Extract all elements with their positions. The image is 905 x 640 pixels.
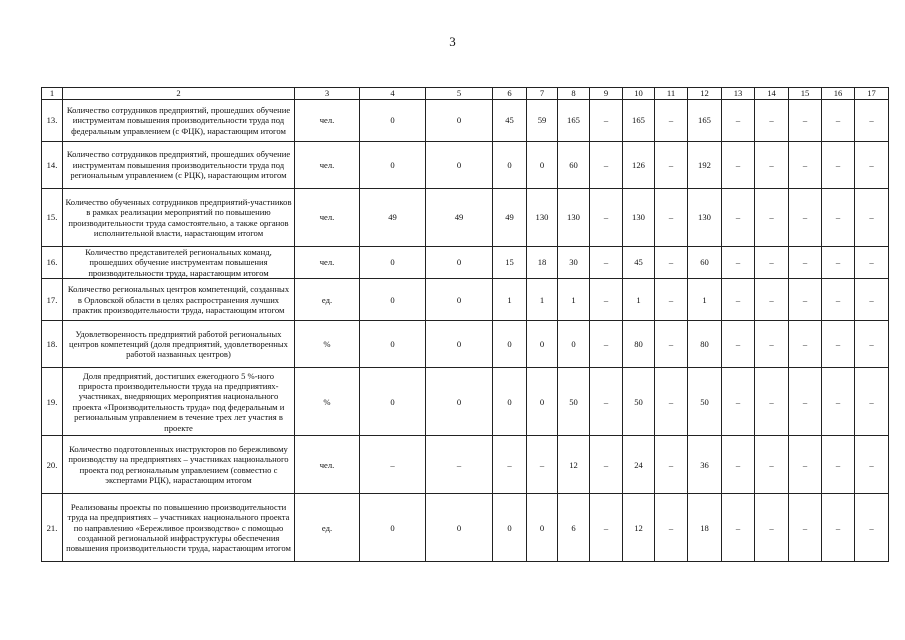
value-cell: – xyxy=(755,436,789,494)
value-cell: 45 xyxy=(493,100,527,142)
value-cell: 0 xyxy=(493,368,527,436)
table-row xyxy=(42,100,889,142)
row-number: 17. xyxy=(42,279,63,321)
row-number: 15. xyxy=(42,189,63,247)
value-cell: 12 xyxy=(558,436,590,494)
unit-cell: ед. xyxy=(295,494,360,562)
value-cell: 30 xyxy=(558,247,590,279)
value-cell: – xyxy=(789,189,822,247)
column-header: 4 xyxy=(360,88,426,100)
indicator-name: Реализованы проекты по повышению производительности труда на предприятиях – участниках национального проекта по направлению «Бережливое производство» с помощью созданной региональной инфраструктуры обеспечения повышения производительности труда, нарастающим итогом xyxy=(63,494,295,562)
value-cell: 1 xyxy=(688,279,722,321)
value-cell: – xyxy=(426,436,493,494)
value-cell: 50 xyxy=(558,368,590,436)
value-cell: – xyxy=(360,436,426,494)
value-cell: – xyxy=(755,368,789,436)
value-cell: – xyxy=(755,321,789,368)
value-cell: – xyxy=(755,100,789,142)
value-cell: – xyxy=(590,436,623,494)
value-cell: – xyxy=(722,321,755,368)
value-cell: 1 xyxy=(527,279,558,321)
value-cell: – xyxy=(822,279,855,321)
value-cell: – xyxy=(722,247,755,279)
value-cell: 12 xyxy=(623,494,655,562)
value-cell: – xyxy=(822,436,855,494)
value-cell: – xyxy=(855,279,889,321)
unit-cell: чел. xyxy=(295,436,360,494)
column-header: 5 xyxy=(426,88,493,100)
value-cell: 45 xyxy=(623,247,655,279)
column-header: 3 xyxy=(295,88,360,100)
value-cell: 0 xyxy=(360,494,426,562)
value-cell: 49 xyxy=(493,189,527,247)
value-cell: 0 xyxy=(527,494,558,562)
value-cell: 0 xyxy=(426,494,493,562)
table-row xyxy=(42,321,889,368)
value-cell: 15 xyxy=(493,247,527,279)
value-cell: 0 xyxy=(360,321,426,368)
indicator-name: Количество подготовленных инструкторов по бережливому производству на предприятиях – участниках национального проекта под региональным управлением (совместно с экспертами РЦК), нарастающим итогом xyxy=(63,436,295,494)
value-cell: – xyxy=(722,142,755,189)
value-cell: – xyxy=(789,100,822,142)
column-header: 6 xyxy=(493,88,527,100)
column-header: 2 xyxy=(63,88,295,100)
value-cell: – xyxy=(655,247,688,279)
value-cell: – xyxy=(822,100,855,142)
value-cell: – xyxy=(789,279,822,321)
unit-cell: % xyxy=(295,368,360,436)
value-cell: – xyxy=(590,321,623,368)
value-cell: – xyxy=(789,142,822,189)
value-cell: 50 xyxy=(688,368,722,436)
value-cell: – xyxy=(855,436,889,494)
table-row xyxy=(42,279,889,321)
table-row xyxy=(42,189,889,247)
value-cell: 0 xyxy=(426,142,493,189)
value-cell: 50 xyxy=(623,368,655,436)
indicator-name: Количество сотрудников предприятий, прошедших обучение инструментам повышения производительности труда под федеральным управлением (с ФЦК), нарастающим итогом xyxy=(63,100,295,142)
value-cell: 60 xyxy=(688,247,722,279)
unit-cell: чел. xyxy=(295,247,360,279)
unit-cell: чел. xyxy=(295,142,360,189)
value-cell: – xyxy=(655,142,688,189)
value-cell: – xyxy=(590,100,623,142)
row-number: 20. xyxy=(42,436,63,494)
value-cell: 130 xyxy=(688,189,722,247)
value-cell: – xyxy=(722,436,755,494)
column-header: 17 xyxy=(855,88,889,100)
value-cell: 0 xyxy=(527,321,558,368)
value-cell: – xyxy=(722,189,755,247)
column-header: 15 xyxy=(789,88,822,100)
value-cell: 6 xyxy=(558,494,590,562)
value-cell: 0 xyxy=(527,142,558,189)
unit-cell: ед. xyxy=(295,279,360,321)
value-cell: – xyxy=(855,494,889,562)
value-cell: 130 xyxy=(623,189,655,247)
row-number: 19. xyxy=(42,368,63,436)
indicator-name: Количество региональных центров компетенций, созданных в Орловской области в целях распространения лучших практик производительности труда, нарастающим итогом xyxy=(63,279,295,321)
value-cell: – xyxy=(590,279,623,321)
value-cell: 0 xyxy=(558,321,590,368)
indicator-name: Удовлетворенность предприятий работой региональных центров компетенций (доля предприятий, удовлетворенных работой названных центров) xyxy=(63,321,295,368)
value-cell: 0 xyxy=(493,142,527,189)
value-cell: – xyxy=(722,279,755,321)
column-header: 8 xyxy=(558,88,590,100)
value-cell: – xyxy=(722,368,755,436)
value-cell: – xyxy=(855,321,889,368)
value-cell: 1 xyxy=(623,279,655,321)
value-cell: 80 xyxy=(688,321,722,368)
value-cell: 0 xyxy=(426,321,493,368)
value-cell: – xyxy=(590,368,623,436)
value-cell: – xyxy=(655,189,688,247)
column-header: 13 xyxy=(722,88,755,100)
unit-cell: чел. xyxy=(295,189,360,247)
column-header: 10 xyxy=(623,88,655,100)
value-cell: – xyxy=(755,189,789,247)
unit-cell: % xyxy=(295,321,360,368)
value-cell: – xyxy=(789,321,822,368)
value-cell: 0 xyxy=(360,368,426,436)
indicator-name: Количество сотрудников предприятий, прошедших обучение инструментам повышения производительности труда под региональным управлением (с РЦК), нарастающим итогом xyxy=(63,142,295,189)
value-cell: 1 xyxy=(493,279,527,321)
column-header: 11 xyxy=(655,88,688,100)
indicator-name: Количество обученных сотрудников предприятий-участников в рамках реализации мероприятий по повышению производительности труда самостоятельно, а также органов исполнительной власти, нарастающим итогом xyxy=(63,189,295,247)
value-cell: – xyxy=(655,436,688,494)
value-cell: – xyxy=(855,189,889,247)
value-cell: 165 xyxy=(558,100,590,142)
indicators-table xyxy=(41,87,889,562)
value-cell: – xyxy=(655,494,688,562)
column-header: 12 xyxy=(688,88,722,100)
value-cell: – xyxy=(822,189,855,247)
value-cell: – xyxy=(655,100,688,142)
value-cell: 0 xyxy=(493,494,527,562)
value-cell: – xyxy=(655,279,688,321)
value-cell: 192 xyxy=(688,142,722,189)
indicator-name: Доля предприятий, достигших ежегодного 5 %-ного прироста производительности труда на предприятиях-участниках, внедряющих мероприятия национального проекта «Производительность труда» под федеральным и региональным управлением в течение трех лет участия в проекте xyxy=(63,368,295,436)
value-cell: 0 xyxy=(360,247,426,279)
table-row xyxy=(42,368,889,436)
row-number: 21. xyxy=(42,494,63,562)
column-header: 14 xyxy=(755,88,789,100)
value-cell: 130 xyxy=(527,189,558,247)
value-cell: – xyxy=(755,142,789,189)
value-cell: 0 xyxy=(493,321,527,368)
indicator-name: Количество представителей региональных команд, прошедших обучение инструментам повышения производительности труда, нарастающим итогом xyxy=(63,247,295,279)
value-cell: – xyxy=(789,494,822,562)
value-cell: – xyxy=(722,100,755,142)
table-row xyxy=(42,142,889,189)
row-number: 14. xyxy=(42,142,63,189)
column-header: 7 xyxy=(527,88,558,100)
value-cell: 0 xyxy=(426,279,493,321)
value-cell: 0 xyxy=(360,100,426,142)
table-row xyxy=(42,247,889,279)
value-cell: – xyxy=(822,321,855,368)
value-cell: 1 xyxy=(558,279,590,321)
value-cell: – xyxy=(590,247,623,279)
value-cell: 36 xyxy=(688,436,722,494)
value-cell: – xyxy=(822,142,855,189)
value-cell: 0 xyxy=(527,368,558,436)
value-cell: – xyxy=(590,494,623,562)
value-cell: – xyxy=(822,247,855,279)
value-cell: – xyxy=(527,436,558,494)
value-cell: – xyxy=(590,189,623,247)
value-cell: 165 xyxy=(623,100,655,142)
page-number: 3 xyxy=(449,34,456,49)
column-header: 9 xyxy=(590,88,623,100)
value-cell: 24 xyxy=(623,436,655,494)
value-cell: 18 xyxy=(688,494,722,562)
value-cell: – xyxy=(722,494,755,562)
value-cell: 0 xyxy=(360,279,426,321)
value-cell: 0 xyxy=(426,368,493,436)
value-cell: 60 xyxy=(558,142,590,189)
value-cell: 49 xyxy=(360,189,426,247)
value-cell: 18 xyxy=(527,247,558,279)
value-cell: 0 xyxy=(426,100,493,142)
value-cell: – xyxy=(855,100,889,142)
value-cell: 0 xyxy=(360,142,426,189)
unit-cell: чел. xyxy=(295,100,360,142)
value-cell: – xyxy=(755,494,789,562)
value-cell: 165 xyxy=(688,100,722,142)
value-cell: – xyxy=(855,247,889,279)
value-cell: 0 xyxy=(426,247,493,279)
row-number: 13. xyxy=(42,100,63,142)
value-cell: 49 xyxy=(426,189,493,247)
value-cell: – xyxy=(493,436,527,494)
value-cell: – xyxy=(822,494,855,562)
row-number: 18. xyxy=(42,321,63,368)
value-cell: 126 xyxy=(623,142,655,189)
value-cell: – xyxy=(655,321,688,368)
table-row xyxy=(42,436,889,494)
value-cell: – xyxy=(789,436,822,494)
value-cell: – xyxy=(789,368,822,436)
value-cell: – xyxy=(590,142,623,189)
value-cell: 59 xyxy=(527,100,558,142)
column-header: 1 xyxy=(42,88,63,100)
column-number-row xyxy=(42,88,889,100)
table-row xyxy=(42,494,889,562)
value-cell: – xyxy=(789,247,822,279)
row-number: 16. xyxy=(42,247,63,279)
value-cell: – xyxy=(755,247,789,279)
value-cell: – xyxy=(655,368,688,436)
value-cell: 130 xyxy=(558,189,590,247)
value-cell: – xyxy=(755,279,789,321)
value-cell: – xyxy=(822,368,855,436)
value-cell: – xyxy=(855,368,889,436)
column-header: 16 xyxy=(822,88,855,100)
value-cell: – xyxy=(855,142,889,189)
value-cell: 80 xyxy=(623,321,655,368)
